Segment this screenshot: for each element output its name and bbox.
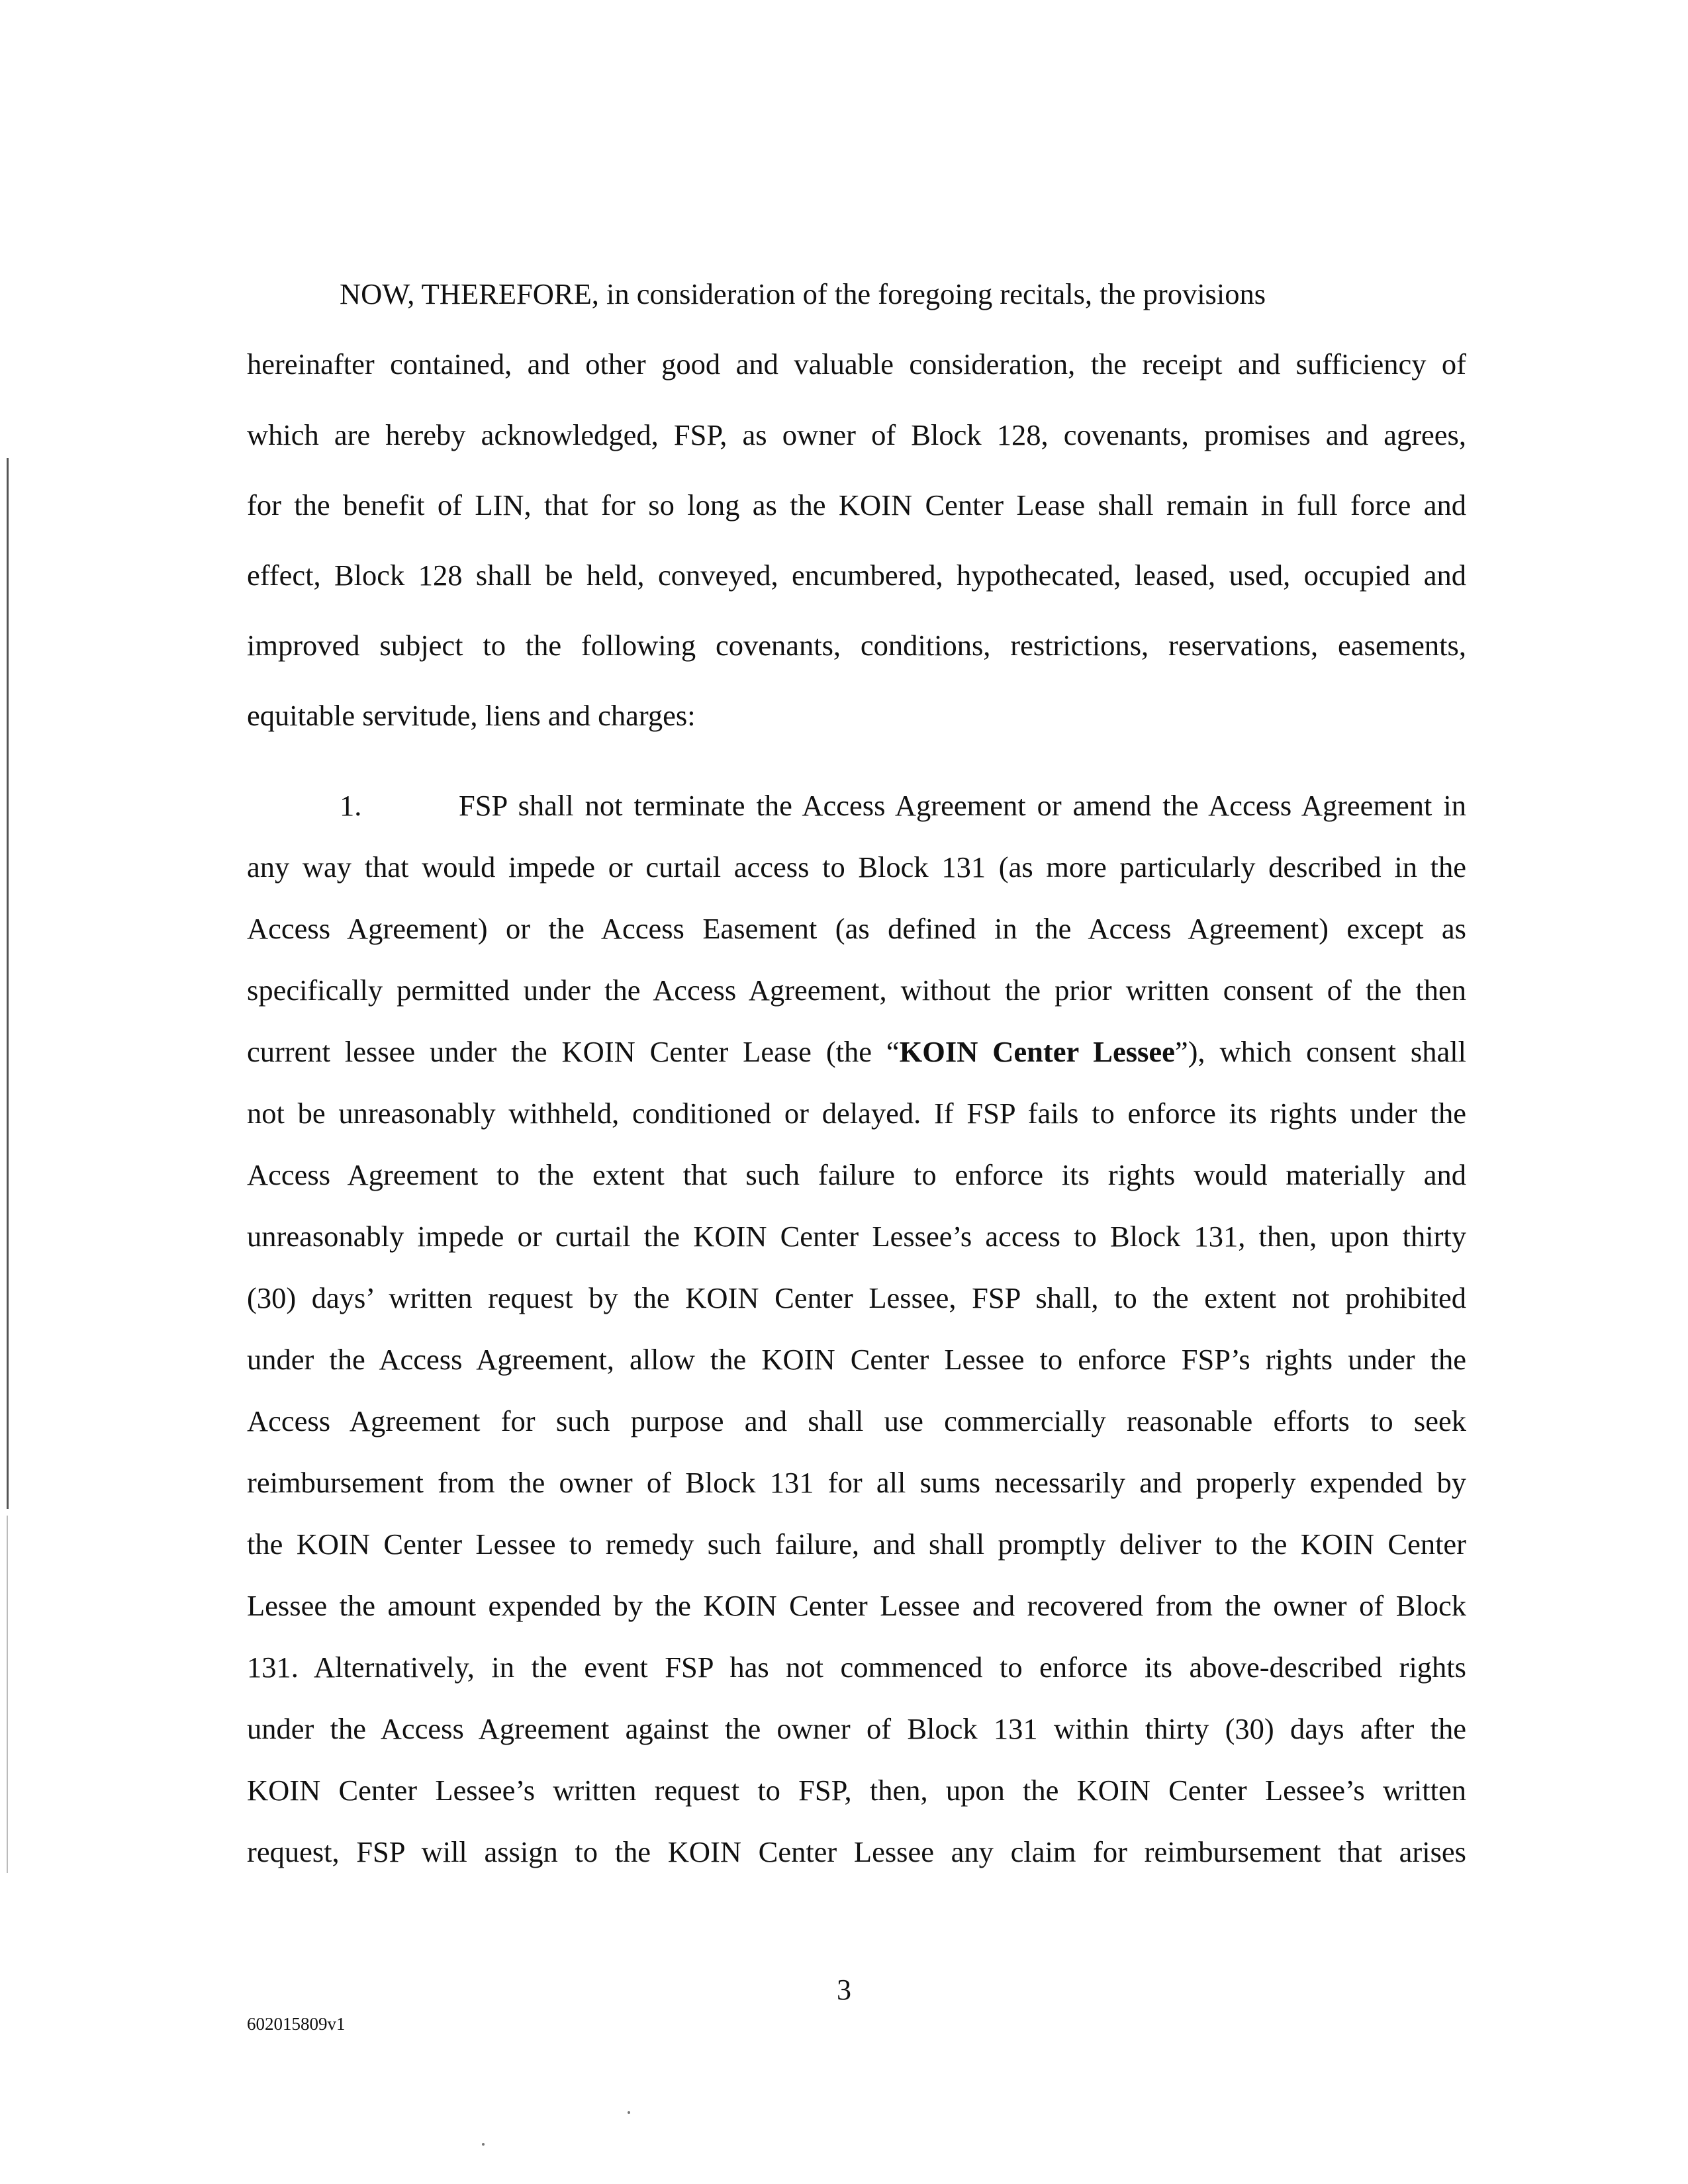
scan-speck [482,2143,485,2146]
recital-line: equitable servitude, liens and charges: [247,699,696,732]
recital-line: for the benefit of LIN, that for so long as the KOIN Center Lease shall remain in full force and [247,488,1466,522]
section-line: KOIN Center Lessee’s written request to FSP, then, upon the KOIN Center Lessee’s written [247,1774,1466,1807]
scan-speck [628,2111,630,2114]
page-number: 3 [837,1974,851,2006]
section-line: the KOIN Center Lessee to remedy such failure, and shall promptly deliver to the KOIN Center [247,1527,1466,1561]
recital-line: NOW, THEREFORE, in consideration of the foregoing recitals, the provisions [340,277,1266,310]
defined-term: KOIN Center Lessee [899,1035,1175,1068]
section-line: not be unreasonably withheld, conditioned or delayed. If FSP fails to enforce its rights under the [247,1097,1466,1130]
recital-line: which are hereby acknowledged, FSP, as owner of Block 128, covenants, promises and agrees, [247,418,1466,451]
section-line: any way that would impede or curtail access to Block 131 (as more particularly described in the [247,850,1466,884]
defined-line-before: current lessee under the KOIN Center Lease (the “ [247,1035,900,1068]
margin-change-bar [7,458,9,1509]
section-line: specifically permitted under the Access Agreement, without the prior written consent of the then [247,974,1466,1007]
section-line: Access Agreement) or the Access Easement (as defined in the Access Agreement) except as [247,912,1466,945]
section-number: 1. [340,789,362,822]
section-line: Access Agreement to the extent that such failure to enforce its rights would materially and [247,1158,1466,1191]
defined-term-line [247,1037,1466,1067]
defined-line-after: ”), which consent shall [1174,1035,1466,1068]
section-line: (30) days’ written request by the KOIN Center Lessee, FSP shall, to the extent not prohibited [247,1281,1466,1314]
section-line: reimbursement from the owner of Block 131 for all sums necessarily and properly expended by [247,1466,1466,1499]
section-line: Access Agreement for such purpose and shall use commercially reasonable efforts to seek [247,1404,1466,1437]
recital-line: effect, Block 128 shall be held, conveyed, encumbered, hypothecated, leased, used, occupied and [247,559,1466,592]
section-line: 131. Alternatively, in the event FSP has not commenced to enforce its above-described rights [247,1651,1466,1684]
document-id: 602015809v1 [247,2014,346,2034]
margin-scan-line [7,1516,8,1873]
section-line: FSP shall not terminate the Access Agreement or amend the Access Agreement in [459,789,1466,822]
section-line: under the Access Agreement, allow the KOIN Center Lessee to enforce FSP’s rights under the [247,1343,1466,1376]
section-line: under the Access Agreement against the owner of Block 131 within thirty (30) days after the [247,1712,1466,1745]
section-line: request, FSP will assign to the KOIN Center Lessee any claim for reimbursement that arises [247,1835,1466,1868]
section-line: Lessee the amount expended by the KOIN Center Lessee and recovered from the owner of Block [247,1589,1466,1622]
recital-line: hereinafter contained, and other good and valuable consideration, the receipt and sufficiency of [247,347,1466,381]
section-line: unreasonably impede or curtail the KOIN Center Lessee’s access to Block 131, then, upon thirty [247,1220,1466,1253]
recital-line: improved subject to the following covenants, conditions, restrictions, reservations, easements, [247,629,1466,662]
